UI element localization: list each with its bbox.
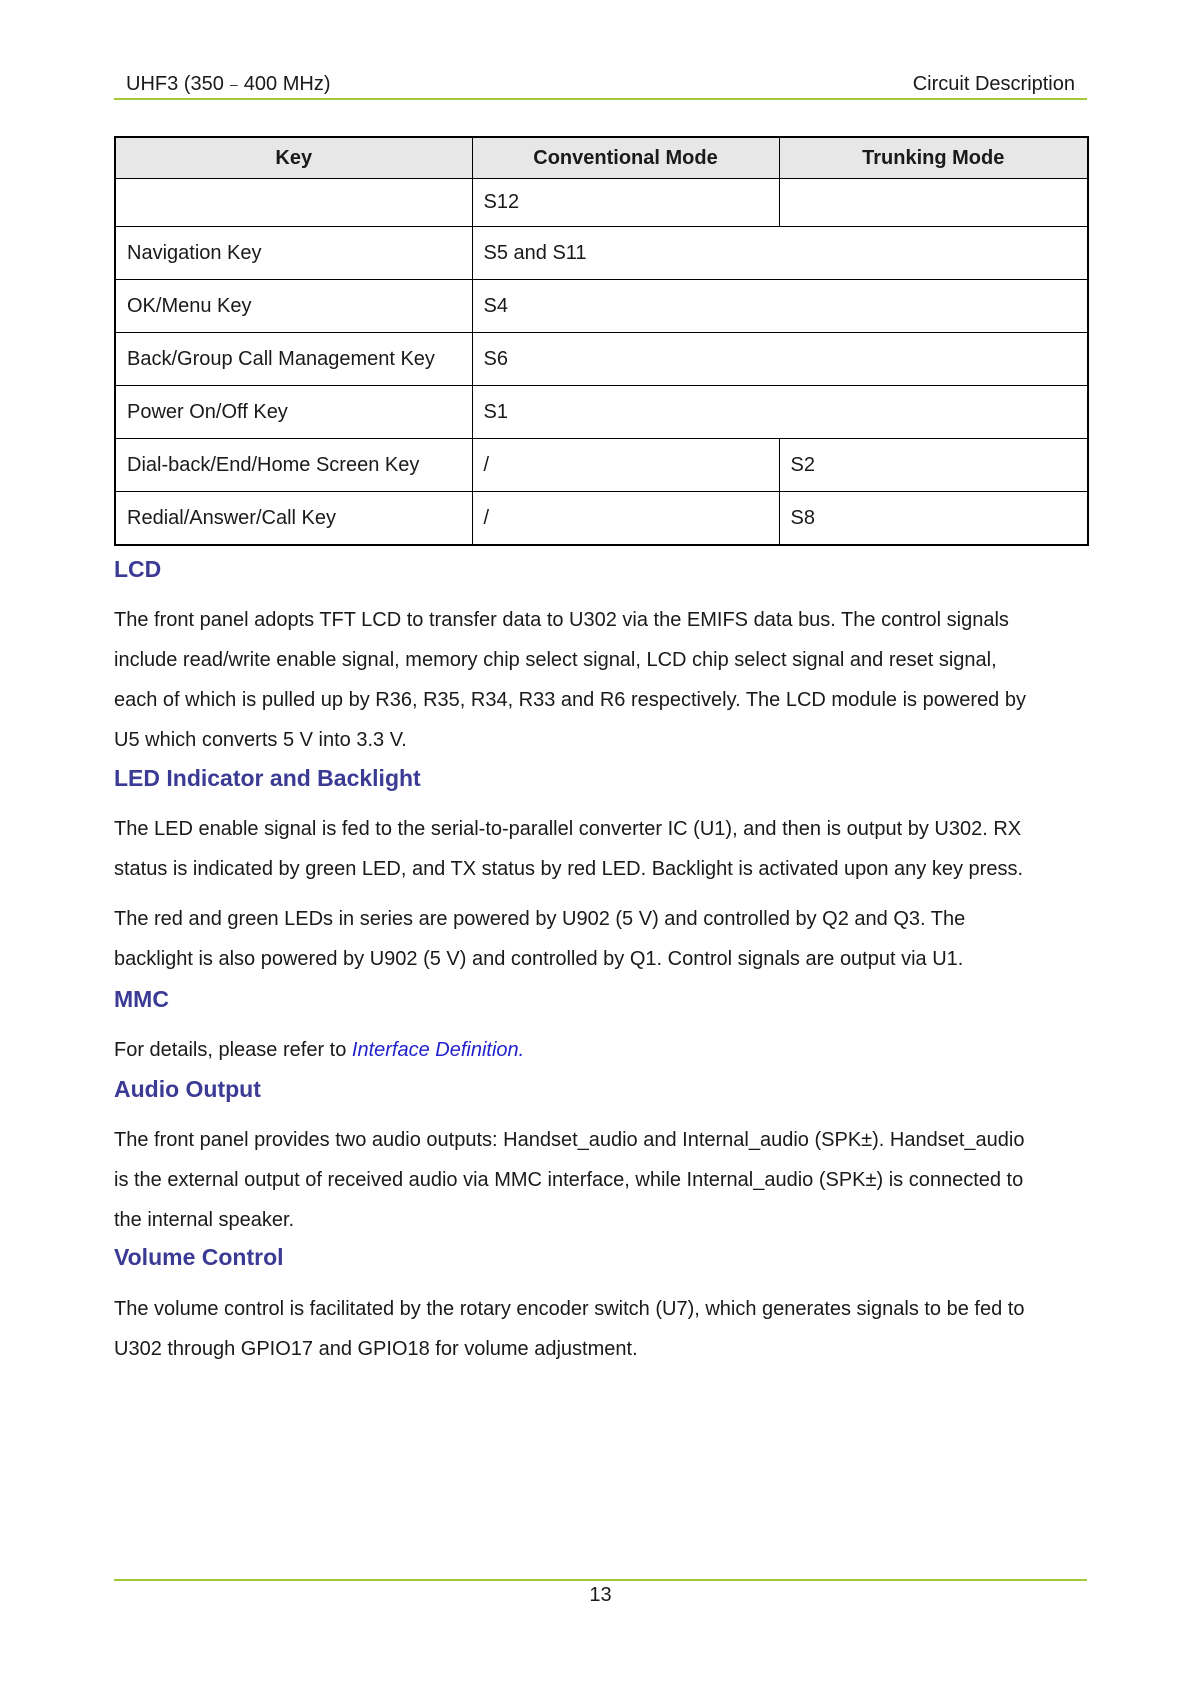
- led-paragraph-1: [114, 809, 1087, 889]
- header-section: Circuit Description: [912, 73, 1075, 95]
- table-row: [115, 333, 1088, 386]
- text-line: The volume control is facilitated by the rotary encoder switch (U7), which generates signals to be fed to: [114, 1298, 1025, 1320]
- table-row: [115, 179, 1088, 227]
- shared-mode-cell: S4: [472, 280, 1088, 333]
- section-title-led: LED Indicator and Backlight: [114, 765, 421, 791]
- section-title-volume-control: Volume Control: [114, 1244, 284, 1270]
- trunking-cell: [779, 179, 1088, 227]
- conventional-cell: /: [472, 439, 779, 492]
- key-cell: [115, 179, 472, 227]
- interface-definition-link[interactable]: Interface Definition.: [351, 1039, 525, 1061]
- text-line: is the external output of received audio via MMC interface, while Internal_audio (SPK±) is connected to: [114, 1169, 1024, 1191]
- key-cell: Back/Group Call Management Key: [115, 333, 472, 386]
- lcd-paragraph: [114, 600, 1087, 760]
- shared-mode-cell: S6: [472, 333, 1088, 386]
- section-title-audio-output: Audio Output: [114, 1076, 261, 1102]
- trunking-cell: S2: [779, 439, 1088, 492]
- key-cell: Dial-back/End/Home Screen Key: [115, 439, 472, 492]
- text-line: The front panel adopts TFT LCD to transfer data to U302 via the EMIFS data bus. The control signals: [114, 609, 1009, 631]
- volume-paragraph: [114, 1289, 1087, 1369]
- key-cell: Redial/Answer/Call Key: [115, 492, 472, 546]
- key-cell: Navigation Key: [115, 227, 472, 280]
- header-trunking-mode: Trunking Mode: [779, 137, 1088, 179]
- section-title-lcd: LCD: [114, 556, 162, 582]
- header-model: UHF3 (350﹣400 MHz): [126, 73, 331, 95]
- text-line: the internal speaker.: [114, 1209, 295, 1231]
- table-row: [115, 439, 1088, 492]
- conventional-cell: /: [472, 492, 779, 546]
- table-row: [115, 280, 1088, 333]
- table-row: [115, 386, 1088, 439]
- table-row: [115, 492, 1088, 546]
- table-header-row: [115, 137, 1088, 179]
- header-conventional-mode: Conventional Mode: [472, 137, 779, 179]
- text-line: The front panel provides two audio outputs: Handset_audio and Internal_audio (SPK±). Handset_audio: [114, 1129, 1025, 1151]
- text-line: each of which is pulled up by R36, R35, R34, R33 and R6 respectively. The LCD module is powered by: [114, 689, 1026, 711]
- key-table: [114, 136, 1089, 546]
- text-line: backlight is also powered by U902 (5 V) and controlled by Q1. Control signals are output via U1.: [114, 948, 964, 970]
- text-line: status is indicated by green LED, and TX status by red LED. Backlight is activated upon any key press.: [114, 858, 1024, 880]
- shared-mode-cell: S1: [472, 386, 1088, 439]
- shared-mode-cell: S5 and S11: [472, 227, 1088, 280]
- document-page: [114, 0, 1087, 1684]
- text-line: include read/write enable signal, memory chip select signal, LCD chip select signal and reset signal,: [114, 649, 997, 671]
- header-key: Key: [115, 137, 472, 179]
- text-line: U302 through GPIO17 and GPIO18 for volume adjustment.: [114, 1338, 638, 1360]
- led-paragraph-2: [114, 899, 1087, 979]
- mmc-paragraph: [114, 1030, 1087, 1070]
- table-row: [115, 227, 1088, 280]
- audio-paragraph: [114, 1120, 1087, 1240]
- key-cell: OK/Menu Key: [115, 280, 472, 333]
- key-cell: Power On/Off Key: [115, 386, 472, 439]
- text-line: U5 which converts 5 V into 3.3 V.: [114, 729, 407, 751]
- page-header: [114, 70, 1087, 100]
- footer-divider: [114, 1579, 1087, 1581]
- mmc-text: For details, please refer to: [114, 1039, 352, 1061]
- conventional-cell: S12: [472, 179, 779, 227]
- text-line: The red and green LEDs in series are powered by U902 (5 V) and controlled by Q2 and Q3. The: [114, 908, 966, 930]
- section-title-mmc: MMC: [114, 986, 169, 1012]
- trunking-cell: S8: [779, 492, 1088, 546]
- text-line: The LED enable signal is fed to the serial-to-parallel converter IC (U1), and then is output by U302. RX: [114, 818, 1022, 840]
- page-number: 13: [589, 1584, 612, 1606]
